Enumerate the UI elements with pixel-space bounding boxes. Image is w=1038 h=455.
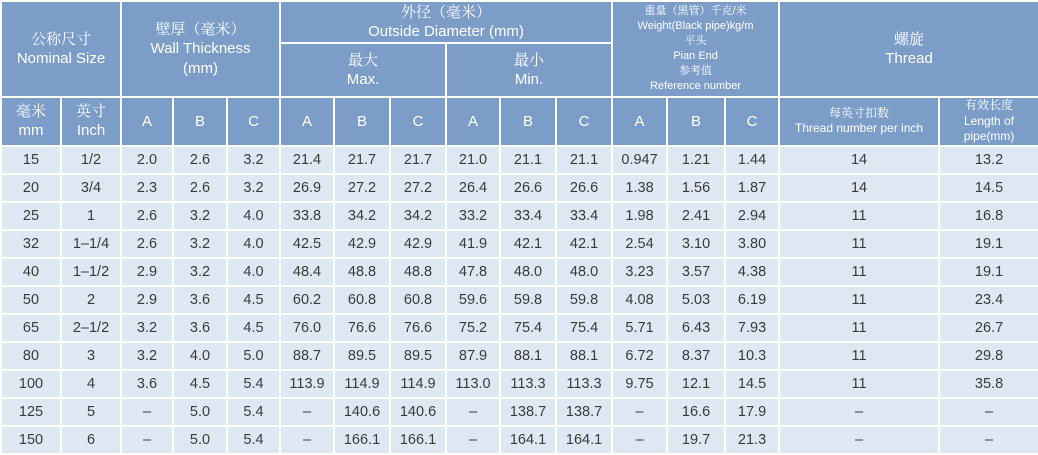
- table-cell: 113.9: [280, 370, 334, 398]
- header-row-1: [1, 1, 1038, 43]
- table-row: [1, 342, 1038, 370]
- table-cell: –: [779, 398, 939, 426]
- table-cell: 5.4: [227, 398, 280, 426]
- table-cell: –: [280, 426, 334, 454]
- table-cell: 25: [1, 202, 61, 230]
- table-row: [1, 398, 1038, 426]
- table-cell: 50: [1, 286, 61, 314]
- header-col-inch-en: Inch: [76, 122, 106, 140]
- table-cell: 59.8: [500, 286, 556, 314]
- table-cell: 65: [1, 314, 61, 342]
- table-cell: 113.3: [500, 370, 556, 398]
- table-cell: 29.8: [939, 342, 1038, 370]
- table-cell: 26.7: [939, 314, 1038, 342]
- header-nominal-size-zh: 公称尺寸: [30, 30, 91, 48]
- table-cell: 26.4: [446, 174, 500, 202]
- table-cell: 140.6: [334, 398, 390, 426]
- table-cell: 15: [1, 146, 61, 174]
- header-od-min-zh: 最小: [514, 51, 545, 69]
- table-cell: –: [446, 426, 500, 454]
- table-cell: 113.0: [446, 370, 500, 398]
- table-row: [1, 370, 1038, 398]
- table-cell: 10.3: [725, 342, 779, 370]
- table-row: [1, 174, 1038, 202]
- table-cell: 35.8: [939, 370, 1038, 398]
- table-cell: 3.2: [173, 230, 227, 258]
- table-cell: 4.0: [227, 202, 280, 230]
- table-cell: 3.2: [227, 146, 280, 174]
- header-col-length: [939, 97, 1038, 146]
- table-cell: 166.1: [334, 426, 390, 454]
- table-cell: –: [939, 426, 1038, 454]
- table-cell: 4.5: [227, 286, 280, 314]
- table-cell: 114.9: [390, 370, 446, 398]
- table-body: [1, 146, 1038, 454]
- table-cell: 34.2: [334, 202, 390, 230]
- table-cell: 21.0: [446, 146, 500, 174]
- header-thread-zh: 螺旋: [894, 30, 925, 48]
- table-cell: 1–1/2: [61, 258, 121, 286]
- table-cell: 5.0: [173, 398, 227, 426]
- table-cell: 2.9: [121, 258, 173, 286]
- table-cell: 166.1: [390, 426, 446, 454]
- table-cell: 26.9: [280, 174, 334, 202]
- table-cell: 27.2: [334, 174, 390, 202]
- table-cell: 88.1: [500, 342, 556, 370]
- table-cell: 48.4: [280, 258, 334, 286]
- table-cell: 21.1: [556, 146, 612, 174]
- table-cell: 4.08: [612, 286, 667, 314]
- table-cell: 3.6: [173, 286, 227, 314]
- table-cell: 11: [779, 342, 939, 370]
- table-cell: 2.9: [121, 286, 173, 314]
- table-header: [1, 1, 1038, 146]
- header-weight-line6: Reference number: [649, 79, 742, 92]
- table-cell: 1.38: [612, 174, 667, 202]
- table-cell: 125: [1, 398, 61, 426]
- table-cell: 3.2: [173, 202, 227, 230]
- table-cell: 2.3: [121, 174, 173, 202]
- table-cell: 34.2: [390, 202, 446, 230]
- table-cell: –: [779, 426, 939, 454]
- table-cell: 113.3: [556, 370, 612, 398]
- header-col-thread-per-inch: [779, 97, 939, 146]
- table-cell: 2.0: [121, 146, 173, 174]
- table-cell: 11: [779, 202, 939, 230]
- table-row: [1, 202, 1038, 230]
- table-cell: 2.41: [667, 202, 725, 230]
- table-cell: 11: [779, 286, 939, 314]
- header-od-max-en: Max.: [346, 71, 380, 88]
- table-cell: 48.8: [334, 258, 390, 286]
- table-cell: –: [280, 398, 334, 426]
- table-cell: 14.5: [725, 370, 779, 398]
- table-cell: 3.2: [121, 342, 173, 370]
- header-weight-line1: 重量（黑管）千克/米: [644, 5, 747, 18]
- header-weight: [612, 1, 779, 97]
- table-cell: 75.4: [556, 314, 612, 342]
- table-cell: 48.8: [390, 258, 446, 286]
- header-nominal-size-en: Nominal Size: [16, 50, 106, 67]
- table-cell: 3.23: [612, 258, 667, 286]
- table-cell: 2: [61, 286, 121, 314]
- header-col-length-zh: 有效长度: [965, 98, 1014, 112]
- table-cell: 5.71: [612, 314, 667, 342]
- table-cell: 6.43: [667, 314, 725, 342]
- table-cell: 16.8: [939, 202, 1038, 230]
- table-cell: 11: [779, 370, 939, 398]
- header-col-weight-c: C: [725, 97, 779, 146]
- header-col-wt-c: C: [227, 97, 280, 146]
- header-od-max: [280, 43, 446, 97]
- table-cell: –: [446, 398, 500, 426]
- table-cell: 3.2: [121, 314, 173, 342]
- table-cell: 2.54: [612, 230, 667, 258]
- table-cell: 2.6: [121, 230, 173, 258]
- header-col-odmin-a: A: [446, 97, 500, 146]
- table-cell: 20: [1, 174, 61, 202]
- header-col-weight-a: A: [612, 97, 667, 146]
- table-cell: 4.38: [725, 258, 779, 286]
- table-cell: 40: [1, 258, 61, 286]
- table-cell: 4.0: [227, 258, 280, 286]
- table-cell: 1: [61, 202, 121, 230]
- header-od-max-zh: 最大: [348, 51, 379, 69]
- header-col-weight-b: B: [667, 97, 725, 146]
- table-row: [1, 258, 1038, 286]
- table-cell: 2.6: [121, 202, 173, 230]
- table-cell: 3/4: [61, 174, 121, 202]
- table-cell: 114.9: [334, 370, 390, 398]
- table-cell: 14: [779, 146, 939, 174]
- table-cell: 42.5: [280, 230, 334, 258]
- table-cell: 89.5: [390, 342, 446, 370]
- table-cell: 0.947: [612, 146, 667, 174]
- table-cell: –: [121, 398, 173, 426]
- table-cell: 12.1: [667, 370, 725, 398]
- table-cell: 100: [1, 370, 61, 398]
- table-row: [1, 146, 1038, 174]
- table-cell: 76.6: [390, 314, 446, 342]
- table-cell: 11: [779, 314, 939, 342]
- table-cell: 19.1: [939, 258, 1038, 286]
- header-outside-diameter-zh: 外径（毫米）: [401, 3, 492, 21]
- table-cell: –: [612, 398, 667, 426]
- header-od-min-en: Min.: [514, 71, 544, 88]
- table-cell: 42.1: [500, 230, 556, 258]
- table-cell: 5.03: [667, 286, 725, 314]
- table-cell: 75.2: [446, 314, 500, 342]
- table-cell: 59.6: [446, 286, 500, 314]
- header-col-mm-en: mm: [18, 122, 44, 140]
- table-cell: 5.0: [227, 342, 280, 370]
- header-col-wt-a: A: [121, 97, 173, 146]
- header-col-wt-b: B: [173, 97, 227, 146]
- table-cell: 3.6: [173, 314, 227, 342]
- header-col-thread-per-inch-zh: 每英寸扣数: [829, 105, 890, 120]
- header-nominal-size: [1, 1, 121, 97]
- table-cell: 41.9: [446, 230, 500, 258]
- table-cell: 32: [1, 230, 61, 258]
- table-cell: 76.6: [334, 314, 390, 342]
- table-cell: 88.1: [556, 342, 612, 370]
- header-thread-en: Thread: [885, 50, 933, 67]
- table-cell: 17.9: [725, 398, 779, 426]
- table-cell: 21.7: [390, 146, 446, 174]
- header-od-min: [446, 43, 612, 97]
- table-cell: 1.21: [667, 146, 725, 174]
- table-cell: 1.87: [725, 174, 779, 202]
- table-cell: 150: [1, 426, 61, 454]
- table-cell: 1.56: [667, 174, 725, 202]
- table-cell: 33.2: [446, 202, 500, 230]
- table-cell: 3.80: [725, 230, 779, 258]
- header-col-thread-per-inch-en: Thread number per inch: [794, 121, 924, 136]
- table-cell: 11: [779, 230, 939, 258]
- table-cell: 140.6: [390, 398, 446, 426]
- table-cell: 42.9: [334, 230, 390, 258]
- header-outside-diameter: [280, 1, 612, 43]
- table-cell: 7.93: [725, 314, 779, 342]
- table-row: [1, 286, 1038, 314]
- header-weight-line4: Pian End: [673, 50, 718, 62]
- table-cell: 76.0: [280, 314, 334, 342]
- table-cell: 42.9: [390, 230, 446, 258]
- table-cell: 6: [61, 426, 121, 454]
- table-cell: 2–1/2: [61, 314, 121, 342]
- header-wall-thickness-zh: 壁厚（毫米）: [155, 20, 246, 38]
- header-wall-thickness: [121, 1, 280, 97]
- table-cell: 88.7: [280, 342, 334, 370]
- table-cell: 33.8: [280, 202, 334, 230]
- table-cell: 47.8: [446, 258, 500, 286]
- header-outside-diameter-en: Outside Diameter (mm): [368, 23, 524, 40]
- table-cell: 4.5: [173, 370, 227, 398]
- table-cell: 27.2: [390, 174, 446, 202]
- header-col-odmax-b: B: [334, 97, 390, 146]
- table-cell: 138.7: [556, 398, 612, 426]
- table-cell: 5.4: [227, 370, 280, 398]
- table-cell: 1.98: [612, 202, 667, 230]
- table-cell: 59.8: [556, 286, 612, 314]
- table-cell: 4.5: [227, 314, 280, 342]
- table-cell: –: [121, 426, 173, 454]
- header-col-inch-zh: 英寸: [75, 102, 106, 120]
- table-cell: 80: [1, 342, 61, 370]
- table-cell: 1/2: [61, 146, 121, 174]
- table-cell: 4: [61, 370, 121, 398]
- table-cell: 4.0: [173, 342, 227, 370]
- table-cell: 42.1: [556, 230, 612, 258]
- table-cell: 14.5: [939, 174, 1038, 202]
- table-cell: 8.37: [667, 342, 725, 370]
- table-row: [1, 230, 1038, 258]
- table-cell: 2.6: [173, 146, 227, 174]
- header-col-length-en: Length of pipe(mm): [963, 113, 1015, 144]
- table-cell: 75.4: [500, 314, 556, 342]
- table-cell: 60.8: [334, 286, 390, 314]
- table-cell: 11: [779, 258, 939, 286]
- table-cell: 87.9: [446, 342, 500, 370]
- table-cell: 21.7: [334, 146, 390, 174]
- header-weight-line2: Weight(Black pipe)kg/m: [637, 20, 754, 33]
- header-weight-line5: 参考值: [679, 64, 713, 77]
- header-col-odmin-b: B: [500, 97, 556, 146]
- table-cell: 13.2: [939, 146, 1038, 174]
- table-cell: 9.75: [612, 370, 667, 398]
- table-cell: 1.44: [725, 146, 779, 174]
- table-cell: 138.7: [500, 398, 556, 426]
- header-col-mm-zh: 毫米: [15, 102, 46, 120]
- table-cell: 6.19: [725, 286, 779, 314]
- table-cell: 6.72: [612, 342, 667, 370]
- table-cell: 21.1: [500, 146, 556, 174]
- header-weight-line3: 平头: [684, 35, 707, 48]
- table-cell: 16.6: [667, 398, 725, 426]
- table-cell: 164.1: [500, 426, 556, 454]
- table-cell: 60.2: [280, 286, 334, 314]
- table-cell: 3.6: [121, 370, 173, 398]
- table-cell: 21.3: [725, 426, 779, 454]
- table-cell: 14: [779, 174, 939, 202]
- table-cell: 5: [61, 398, 121, 426]
- table-cell: 26.6: [500, 174, 556, 202]
- table-cell: 5.4: [227, 426, 280, 454]
- table-cell: 2.94: [725, 202, 779, 230]
- table-cell: 4.0: [227, 230, 280, 258]
- header-col-inch: [61, 97, 121, 146]
- table-cell: 3: [61, 342, 121, 370]
- header-wall-thickness-en: Wall Thickness: [150, 40, 251, 58]
- table-cell: 164.1: [556, 426, 612, 454]
- table-cell: 2.6: [173, 174, 227, 202]
- table-cell: 23.4: [939, 286, 1038, 314]
- header-col-odmax-c: C: [390, 97, 446, 146]
- table-cell: 33.4: [556, 202, 612, 230]
- table-cell: 3.10: [667, 230, 725, 258]
- table-cell: 19.1: [939, 230, 1038, 258]
- table-cell: 89.5: [334, 342, 390, 370]
- table-cell: 33.4: [500, 202, 556, 230]
- table-cell: 48.0: [556, 258, 612, 286]
- table-cell: 3.2: [227, 174, 280, 202]
- table-cell: 1–1/4: [61, 230, 121, 258]
- header-col-odmax-a: A: [280, 97, 334, 146]
- header-row-3: [1, 97, 1038, 146]
- table-cell: 21.4: [280, 146, 334, 174]
- table-cell: –: [612, 426, 667, 454]
- header-col-odmin-c: C: [556, 97, 612, 146]
- table-cell: 26.6: [556, 174, 612, 202]
- header-col-mm: [1, 97, 61, 146]
- header-thread: [779, 1, 1038, 97]
- table-cell: 3.2: [173, 258, 227, 286]
- table-cell: 3.57: [667, 258, 725, 286]
- table-cell: 60.8: [390, 286, 446, 314]
- table-row: [1, 314, 1038, 342]
- table-cell: 19.7: [667, 426, 725, 454]
- table-cell: –: [939, 398, 1038, 426]
- table-cell: 48.0: [500, 258, 556, 286]
- header-wall-thickness-unit: (mm): [183, 59, 218, 77]
- table-cell: 5.0: [173, 426, 227, 454]
